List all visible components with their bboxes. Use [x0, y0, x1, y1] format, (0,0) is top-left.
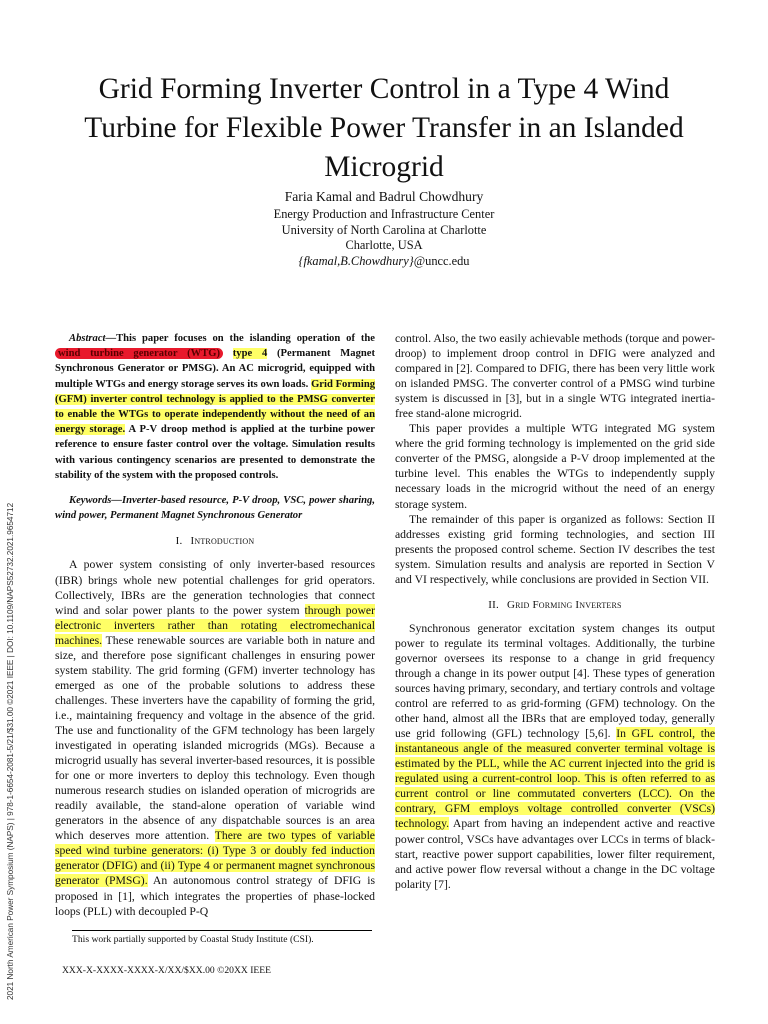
- author-email: {fkamal,B.Chowdhury}@uncc.edu: [298, 253, 470, 268]
- red-annotation: wind turbine generator (WTG): [55, 348, 223, 359]
- author-affiliation: [60, 207, 708, 269]
- paper-authors: Faria Kamal and Badrul Chowdhury: [284, 189, 484, 204]
- intro-paragraph: A power system consisting of only inverter-based resources (IBR) brings whole new potential challenges for grid operators. Collectively, IBRs are the generation technologies that connect wind and solar power plants to the power system through power electronic inverters rather than rotating electromechanical machines. These renewable sources are variable both in nature and size, and therefore pose significant challenges in ensuring power system stability. The grid forming (GFM) inverter technology has emerged as one of the probable solutions to address these challenges. These inverters have the capability of forming the grid, i.e., maintaining frequency and voltage in the absence of the grid. The use and functionality of the GFM technology has been largely investigated in operating islanded microgrids (MGs). Because a microgrid usually has several inverter-based resources, it is possible for one or more inverters to deploy this technology. Even though numerous research studies on islanded operation of microgrids are readily available, the stand-alone operation of variable wind generators in the absence of any dispatchable sources is an area which deserves more attention. There are two types of variable speed wind turbine generators: (i) Type 3 or doubly fed induction generator (DFIG) and (ii) Type 4 or permanent magnet synchronous generator (PMSG). An autonomous control strategy of DFIG is proposed in [1], which integrates the properties of phase-locked loops (PLL) with decoupled P-Q: [55, 558, 375, 918]
- left-column: [55, 331, 375, 919]
- highlight: through power electronic inverters rather than rotating electromechanical machines.: [55, 603, 375, 647]
- abstract: Abstract—This paper focuses on the islanding operation of the wind turbine generator (WTG) type 4 (Permanent Magnet Synchronous Generator or PMSG). An AC microgrid, equipped with multiple WTGs and energy storage serves its own loads. Grid Forming (GFM) inverter control technology is applied to the PMSG converter to enable the WTGs to operate independently without the need of an energy storage. A P-V droop method is applied at the turbine power reference to ensure faster control over the voltage. Simulation results with various contingency scenarios are presented to demonstrate the stability of the system with the proposed controls.: [55, 333, 376, 481]
- affiliation-line-1: Energy Production and Infrastructure Center: [273, 207, 495, 221]
- section-heading-introduction: I. Introduction: [175, 535, 255, 548]
- highlight: Grid Forming (GFM) inverter control technology is applied to the PMSG converter to enable the WTGs to operate independently without the need of an energy storage.: [55, 378, 376, 436]
- keywords: Keywords—Inverter-based resource, P-V droop, VSC, power sharing, wind power, Permanent Magnet Synchronous Generator: [55, 495, 375, 522]
- highlight: type 4: [232, 348, 268, 360]
- footnote-rule: [72, 930, 372, 931]
- section-heading-grid-forming: II. Grid Forming Inverters: [488, 598, 622, 611]
- affiliation-line-2: University of North Carolina at Charlotte: [281, 222, 487, 237]
- ieee-sidebar-citation: 2021 North American Power Symposium (NAPS) | 978-1-6654-2081-5/21/$31.00 ©2021 IEEE | DOI: 10.1109/NAPS52732.2021.9654712: [6, 502, 15, 1000]
- paper-title: Grid Forming Inverter Control in a Type 4 Wind Turbine for Flexible Power Transfer in an Islanded Microgrid: [84, 73, 684, 183]
- isbn-line: XXX-X-XXXX-XXXX-X/XX/$XX.00 ©20XX IEEE: [62, 965, 271, 976]
- gfm-paragraph: Synchronous generator excitation system changes its output power to regulate its terminal voltages. Additionally, the turbine governor oversees its response to a change in grid frequency through a change in its power output [4]. These types of generation sources having primary, secondary, and tertiary controls and voltage control are referred to as grid-forming (GFM) technology. On the other hand, almost all the IBRs that are employed today, generally use grid following (GFL) technology [5,6]. In GFL control, the instantaneous angle of the measured converter terminal voltage is estimated by the PLL, while the AC current injected into the grid is regulated using a current-control loop. This is often referred to as current control or line commutated converters (LCC). On the contrary, GFM employs voltage controlled converter (VSCs) technology. Apart from having an independent active and reactive power control, VSCs have advantages over LCCs in terms of black-start, reactive power support capabilities, lower filter requirement, and active power flow reversal without a change in the DC voltage polarity [7].: [395, 621, 716, 891]
- intro-paragraph-2: This paper provides a multiple WTG integrated MG system where the grid forming technology is implemented on the grid side converter of the PMSG, alongside a P-V droop implemented at the turbine level. This enables the WTGs to independently supply necessary loads in the microgrid without the need of an energy storage system.: [395, 422, 715, 511]
- affiliation-line-3: Charlotte, USA: [345, 238, 423, 252]
- right-column: [395, 331, 715, 892]
- intro-paragraph-continued: control. Also, the two easily achievable methods (torque and power-droop) to implement droop control in DFIG were analyzed and compared in [2]. Compared to DFIG, there has been very little work on islanded PMSG. The converter control of a PMSG wind turbine system is discussed in [3], but in a single WTG integrated inertia-free stand-alone microgrid.: [395, 332, 715, 421]
- highlight: There are two types of variable speed wind turbine generators: (i) Type 3 or doubly fed induction generator (DFIG) and (ii) Type 4 or permanent magnet synchronous generator (PMSG).: [55, 829, 375, 888]
- intro-paragraph-3: The remainder of this paper is organized as follows: Section II addresses existing grid forming technologies, and section III presents the proposed control scheme. Section IV describes the test system. Simulation results and analysis are reported in Section V and VI respectively, while conclusions are provided in Section VII.: [395, 512, 715, 586]
- highlight: In GFL control, the instantaneous angle of the measured converter terminal voltage is estimated by the PLL, while the AC current injected into the grid is regulated using a current-control loop. This is often referred to as current control or line commutated converters (LCC). On the contrary, GFM employs voltage controlled converter (VSCs) technology.: [395, 727, 716, 831]
- funding-footnote: This work partially supported by Coastal Study Institute (CSI).: [72, 934, 314, 945]
